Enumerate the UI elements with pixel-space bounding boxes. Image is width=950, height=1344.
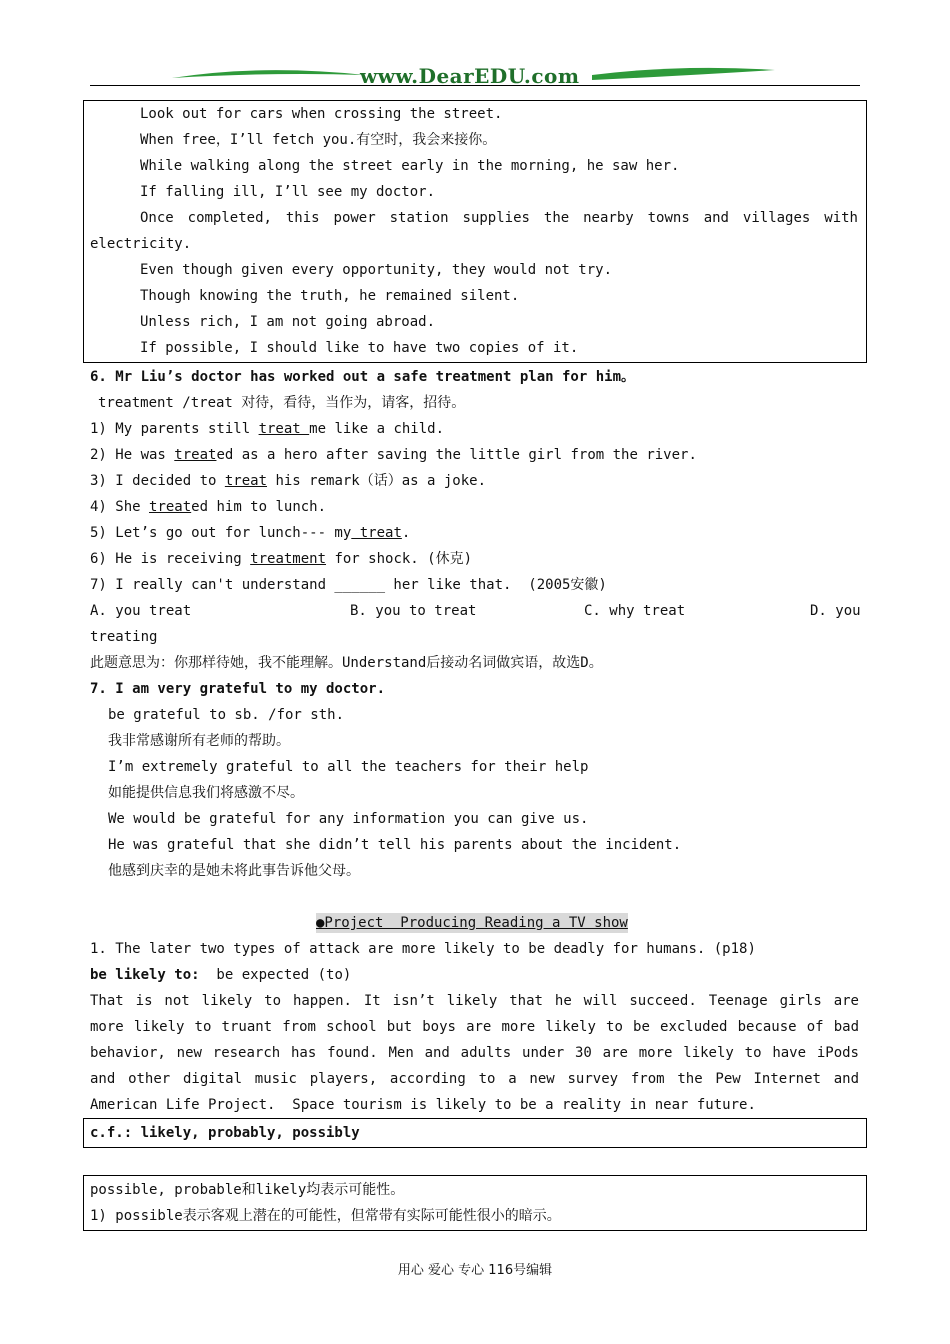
box-line: Look out for cars when crossing the street. [140,106,503,122]
example-sentence: 5) Let’s go out for lunch--- my treat. [90,525,411,541]
section-heading: 6. Mr Liu’s doctor has worked out a safe treatment plan for him。 [90,369,636,385]
example-sentence: 2) He was treated as a hero after saving the little girl from the river. [90,447,697,463]
definition-line: be likely to: be expected (to) [90,967,352,983]
box-line: While walking along the street early in the morning, he saw her. [140,158,680,174]
example-sentence: 6) He is receiving treatment for shock. (休克) [90,551,473,567]
phrase-line: He was grateful that she didn’t tell his parents about the incident. [108,837,682,853]
option-a: A. you treat [90,603,192,619]
paragraph-line: more likely to truant from school but boys are more likely to be excluded because of bad [90,1019,859,1035]
phrase-line: 如能提供信息我们将感激不尽。 [108,785,304,801]
word-meaning: treatment /treat 对待，看待，当作为，请客，招待。 [98,395,466,411]
page-footer: 用心 爱心 专心 116号编辑 [397,1263,553,1278]
option-d: D. you [810,603,861,619]
header-swoosh-right [590,66,780,84]
example-sentence: 4) She treated him to lunch. [90,499,327,515]
box-line: When free，I’ll fetch you.有空时，我会来接你。 [140,132,497,148]
answer-explanation: 此题意思为：你那样待她，我不能理解。Understand后接动名词做宾语，故选D。 [90,655,603,671]
box-line: Once completed, this power station supplies the nearby towns and villages with [140,210,858,226]
header-rule [90,85,860,86]
section-heading: 7. I am very grateful to my doctor. [90,681,386,697]
box-line: Though knowing the truth, he remained silent. [140,288,520,304]
example-sentence: 3) I decided to treat his remark（话）as a joke. [90,473,487,489]
phrase-line: be grateful to sb. /for sth. [108,707,345,723]
option-d-cont: treating [90,629,158,645]
example-sentence: 1) My parents still treat me like a child. [90,421,445,437]
project-title: ●Project Producing Reading a TV show [316,915,628,931]
box-line: Even though given every opportunity, they would not try. [140,262,613,278]
box-line: Unless rich, I am not going abroad. [140,314,436,330]
paragraph-line: and other digital music players, according to a new survey from the Pew Internet and [90,1071,859,1087]
phrase-line: I’m extremely grateful to all the teachers for their help [108,759,589,775]
project-item: 1. The later two types of attack are more likely to be deadly for humans. (p18) [90,941,756,957]
paragraph-line: behavior, new research has found. Men and adults under 30 are more likely to have iPods [90,1045,859,1061]
header-swoosh-left [170,66,370,84]
box-line: electricity. [90,236,192,252]
site-logo[interactable]: www.DearEDU.com [360,64,580,88]
phrase-line: 我非常感谢所有老师的帮助。 [108,733,290,749]
phrase-line: We would be grateful for any information you can give us. [108,811,589,827]
phrase-line: 他感到庆幸的是她未将此事告诉他父母。 [108,863,360,879]
paragraph-line: That is not likely to happen. It isn’t likely that he will succeed. Teenage girls are [90,993,859,1009]
note-line: possible, probable和likely均表示可能性。 [90,1182,405,1198]
note-line: 1) possible表示客观上潜在的可能性，但常带有实际可能性很小的暗示。 [90,1208,561,1224]
option-b: B. you to treat [350,603,477,619]
box-line: If possible, I should like to have two copies of it. [140,340,579,356]
compare-label: c.f.: likely, probably, possibly [90,1125,360,1141]
box-line: If falling ill, I’ll see my doctor. [140,184,436,200]
paragraph-line: American Life Project. Space tourism is likely to be a reality in near future. [90,1097,756,1113]
exam-question: 7) I really can't understand ______ her like that. (2005安徽) [90,577,607,593]
option-c: C. why treat [584,603,686,619]
